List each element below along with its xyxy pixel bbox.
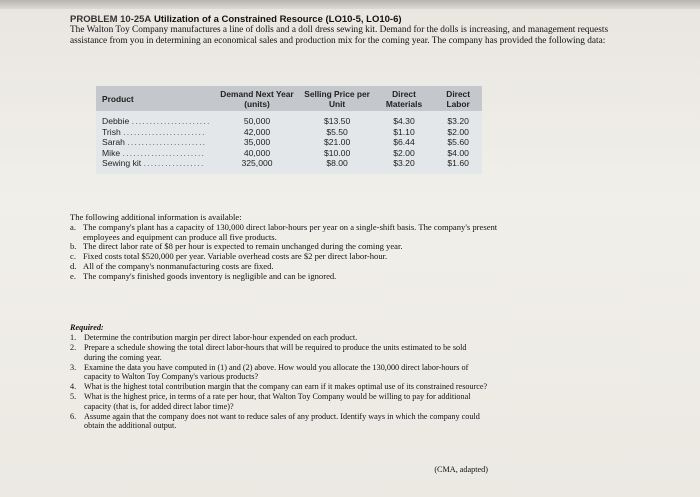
labor-cell: $1.60 — [434, 158, 482, 174]
materials-cell: $1.10 — [374, 127, 435, 138]
problem-number: PROBLEM 10-25A — [70, 14, 152, 25]
table-row — [96, 137, 482, 148]
header-materials: Direct Materials — [374, 86, 435, 111]
price-cell: $5.50 — [300, 127, 373, 138]
item-marker: 5. — [70, 392, 77, 402]
item-marker: 4. — [70, 382, 77, 392]
item-text: All of the company's nonmanufacturing costs are fixed. — [83, 260, 274, 271]
item-text: The direct labor rate of $8 per hour is expected to remain unchanged during the coming year. — [83, 241, 403, 252]
product-cell — [96, 158, 214, 174]
item-text: Examine the data you have computed in (1) and (2) above. How would you allocate the 130,000 direct labor-hours of capacity to Walton Toy Company's various products? — [84, 362, 469, 382]
item-text: Fixed costs total $520,000 per year. Variable overhead costs are $2 per direct labor-hour. — [83, 251, 388, 262]
table-row — [96, 111, 482, 127]
price-cell: $10.00 — [300, 148, 373, 159]
product-name: Sarah — [102, 137, 125, 148]
item-text: Assume again that the company does not want to reduce sales of any product. Identify ways in which the company could obtain the additional output. — [84, 411, 480, 431]
list-item — [70, 412, 488, 431]
product-cell — [96, 127, 214, 138]
list-item — [70, 223, 510, 243]
materials-cell: $6.44 — [374, 137, 435, 148]
item-text: What is the highest price, in terms of a rate per hour, that Walton Toy Company would be willing to pay for additional capacity (that is, for added direct labor time)? — [84, 392, 471, 411]
leader-dots: ...................... — [131, 116, 211, 127]
labor-cell: $2.00 — [434, 127, 482, 138]
list-item — [70, 272, 510, 282]
list-item — [70, 363, 488, 382]
item-text: The company's finished goods inventory is negligible and can be ignored. — [83, 270, 337, 281]
list-item — [70, 333, 488, 342]
table-row — [96, 158, 482, 174]
list-item — [70, 343, 488, 362]
item-text: The company's plant has a capacity of 130,000 direct labor-hours per year on a single-shift basis. The company's present employees and equipment can produce all five products. — [83, 221, 498, 242]
price-cell: $8.00 — [300, 158, 373, 174]
materials-cell: $3.20 — [374, 158, 435, 174]
leader-dots: ....................... — [123, 126, 206, 137]
materials-cell: $2.00 — [374, 148, 435, 159]
item-text: Prepare a schedule showing the total direct labor-hours that will be required to produce the units estimated to be sold during the coming year. — [84, 343, 467, 362]
product-cell — [96, 111, 214, 127]
table-header-row — [96, 86, 482, 111]
problem-intro: The Walton Toy Company manufactures a line of dolls and a doll dress sewing kit. Demand for the dolls is increasing, and management requests assistance from you in determining an economical sales and production mix for the coming year. The company has provided the following data: — [70, 25, 609, 46]
product-cell — [96, 148, 214, 159]
item-marker: d. — [70, 260, 77, 271]
item-marker: 2. — [70, 343, 77, 353]
materials-cell: $4.30 — [374, 111, 435, 127]
product-name: Trish — [102, 126, 121, 137]
item-marker: 3. — [70, 362, 77, 372]
demand-cell: 50,000 — [214, 111, 301, 127]
leader-dots: ................. — [143, 158, 205, 169]
product-name: Debbie — [102, 116, 130, 127]
required-heading: Required: — [70, 323, 104, 332]
price-cell: $21.00 — [300, 137, 373, 148]
demand-cell: 40,000 — [214, 148, 301, 159]
info-lead: The following additional information is available: — [70, 212, 242, 222]
table-row — [96, 127, 482, 138]
item-marker: 1. — [70, 333, 77, 343]
product-name: Mike — [102, 147, 121, 158]
demand-cell: 42,000 — [214, 127, 301, 138]
demand-cell: 35,000 — [214, 137, 301, 148]
source-note: (CMA, adapted) — [434, 465, 488, 474]
required-section — [70, 323, 488, 431]
labor-cell: $3.20 — [434, 111, 482, 127]
price-cell: $13.50 — [300, 111, 373, 127]
table-row — [96, 148, 482, 159]
page-top-edge — [0, 0, 700, 9]
product-name: Sewing kit — [102, 158, 142, 169]
item-marker: 6. — [70, 411, 77, 421]
leader-dots: ....................... — [122, 147, 206, 158]
leader-dots: ...................... — [127, 137, 207, 148]
problem-heading — [70, 14, 630, 25]
item-text: Determine the contribution margin per direct labor-hour expended on each product. — [84, 333, 358, 343]
labor-cell: $5.60 — [434, 137, 482, 148]
labor-cell: $4.00 — [434, 148, 482, 159]
item-marker: a. — [70, 221, 76, 232]
header-demand: Demand Next Year (units) — [214, 86, 301, 111]
header-product: Product — [96, 86, 214, 111]
header-price: Selling Price per Unit — [300, 86, 373, 111]
list-item — [70, 382, 488, 391]
list-item — [70, 392, 488, 411]
item-marker: c. — [70, 251, 76, 262]
demand-cell: 325,000 — [214, 158, 301, 174]
product-data-table — [96, 86, 482, 190]
product-cell — [96, 137, 214, 148]
item-marker: e. — [70, 270, 76, 281]
item-text: What is the highest total contribution margin that the company can earn if it makes optimal use of its constrained resource? — [84, 382, 488, 392]
header-labor: Direct Labor — [434, 86, 482, 111]
item-marker: b. — [70, 241, 77, 252]
additional-information — [70, 213, 510, 282]
problem-title: Utilization of a Constrained Resource (LO10-5, LO10-6) — [153, 14, 402, 25]
